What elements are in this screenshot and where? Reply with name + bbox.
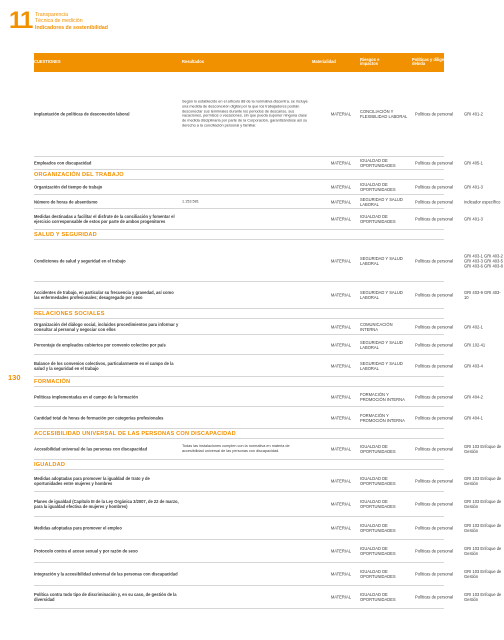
cell-indicator: GRI 103 Enfoque de Gestión: [464, 569, 502, 579]
cell-question: Planes de igualdad (Capítulo III de la Ley Orgánica 3/2007, de 22 de marzo, para la igualdad efectiva de mujeres y hombres): [34, 499, 179, 509]
table-row: [34, 407, 483, 429]
cell-materiality: MATERIAL: [330, 394, 351, 399]
section-heading: [34, 377, 444, 387]
table-row: [34, 209, 483, 230]
cell-result: 1.153.581: [182, 199, 199, 204]
cell-indicator: GRI 402-1: [464, 324, 483, 329]
cell-indicator: GRI 403-4: [464, 363, 483, 368]
cell-policy: Políticas de personal: [415, 501, 454, 507]
col-riesgos: Riesgos e impactos: [360, 56, 380, 67]
table-row: [34, 282, 501, 309]
section-label: ACCESIBILIDAD UNIVERSAL DE LAS PERSONAS CON DISCAPACIDAD: [34, 430, 236, 437]
cell-risk: IGUALDAD DE OPORTUNIDADES: [360, 523, 396, 533]
section-heading: [34, 309, 444, 319]
chapter-number: 11: [9, 7, 33, 34]
cell-policy: Políticas de personal: [415, 184, 454, 190]
cell-question: Organización del tiempo de trabajo: [34, 184, 103, 190]
cell-indicator: GRI 103 Enfoque de Gestión: [464, 444, 502, 454]
cell-indicator: GRI 403-1 GRI 403-2 GRI 403-3 GRI 403-5 GRI 403-6 GRI 403-8: [464, 253, 503, 268]
cell-question: Medidas adoptadas para promover la igualdad de trato y de oportunidades entre mujeres y hombres: [34, 475, 150, 486]
table-row: [34, 387, 483, 407]
cell-question: Accidentes de trabajo, en particular su frecuencia y gravedad, así como las enfermedades profesionales; desagregado por sexo: [34, 290, 174, 300]
cell-indicator: GRI 405-1: [464, 160, 483, 166]
cell-materiality: MATERIAL: [330, 258, 351, 263]
indicators-table: [34, 53, 503, 609]
cell-question: Medidas adoptadas para promover el empleo: [34, 525, 122, 531]
cell-policy: Políticas de personal: [415, 478, 454, 483]
cell-question: Empleados con discapacidad: [34, 160, 92, 166]
table-row: [34, 319, 483, 335]
cell-risk: IGUALDAD DE OPORTUNIDADES: [360, 592, 396, 602]
col-indicadores: Indicadores: [466, 59, 489, 64]
cell-indicator: GRI 401-3: [464, 216, 483, 222]
cell-risk: CONCILIACIÓN Y FLEXIBILIDAD LABORAL: [360, 109, 408, 119]
cell-indicator: GRI 102-41: [464, 342, 486, 347]
cell-policy: Políticas de personal: [415, 594, 454, 600]
cell-question: Medidas destinadas a facilitar el disfrute de la conciliación y fomentar el ejercicio corresponsable de estos por parte de ambos progenitores: [34, 214, 175, 224]
cell-materiality: MATERIAL: [330, 216, 351, 222]
cell-result: Todas las instalaciones cumplen con la normativa en materia de accesibilidad universal de las personas con discapacidad.: [182, 444, 290, 453]
cell-risk: FORMACIÓN Y PROMOCIÓN INTERNA: [360, 412, 405, 423]
cell-materiality: MATERIAL: [330, 363, 351, 368]
cell-policy: Políticas de personal: [415, 394, 454, 399]
cell-risk: IGUALDAD DE OPORTUNIDADES: [360, 569, 396, 579]
cell-question: Número de horas de absentismo: [34, 199, 98, 204]
col-resultados: Resultados: [182, 59, 205, 64]
cell-policy: Políticas de personal: [415, 111, 454, 117]
cell-risk: IGUALDAD DE OPORTUNIDADES: [360, 214, 396, 224]
cell-risk: IGUALDAD DE OPORTUNIDADES: [360, 444, 396, 454]
table-row: [34, 540, 502, 563]
cell-materiality: MATERIAL: [330, 548, 351, 554]
section-label: IGUALDAD: [34, 461, 66, 468]
cell-indicator: GRI 401-3: [464, 184, 483, 190]
cell-risk: SEGURIDAD Y SALUD LABORAL: [360, 196, 403, 207]
section-label: SALUD Y SEGURIDAD: [34, 231, 97, 238]
cell-question: Balance de los convenios colectivos, particularmente en el campo de la salud y la seguridad en el trabajo: [34, 360, 174, 371]
section-heading: [34, 460, 444, 470]
cell-policy: Políticas de personal: [415, 258, 454, 263]
table-row: [34, 335, 486, 355]
cell-risk: SEGURIDAD Y SALUD LABORAL: [360, 290, 403, 300]
cell-risk: SEGURIDAD Y SALUD LABORAL: [360, 339, 403, 350]
cell-policy: Políticas de personal: [415, 525, 454, 531]
cell-policy: Políticas de personal: [415, 342, 454, 347]
cell-indicator: GRI 103 Enfoque de Gestión: [464, 592, 502, 602]
cell-question: Cantidad total de horas de formación por categorías profesionales: [34, 415, 164, 420]
cell-policy: Políticas de personal: [415, 216, 454, 222]
cell-policy: Políticas de personal: [415, 324, 454, 329]
cell-risk: IGUALDAD DE OPORTUNIDADES: [360, 546, 396, 556]
cell-policy: Políticas de personal: [415, 415, 454, 420]
cell-materiality: MATERIAL: [330, 184, 351, 190]
cell-indicator: Indicador específico: [464, 199, 501, 204]
section-heading: [34, 170, 444, 180]
cell-indicator: GRI 103 Enfoque de Gestión: [464, 499, 502, 509]
cell-materiality: MATERIAL: [330, 342, 351, 347]
cell-materiality: MATERIAL: [330, 111, 351, 117]
cell-question: Accesibilidad universal de las personas con discapacidad: [34, 446, 148, 452]
section-title: Técnica de medición: [35, 18, 83, 25]
col-politicas: Políticas y diligencia debida: [412, 56, 453, 67]
table-row: [34, 157, 483, 170]
cell-indicator: GRI 404-1: [464, 415, 483, 420]
cell-materiality: MATERIAL: [330, 446, 351, 452]
table-body: [34, 72, 503, 609]
section-label: RELACIONES SOCIALES: [34, 310, 105, 317]
cell-policy: Políticas de personal: [415, 160, 454, 166]
section-label: FORMACIÓN: [34, 378, 71, 385]
cell-risk: IGUALDAD DE OPORTUNIDADES: [360, 475, 396, 486]
page-number: 130: [8, 373, 21, 382]
cell-materiality: MATERIAL: [330, 525, 351, 531]
table-header: [34, 53, 489, 72]
cell-indicator: GRI 401-2: [464, 111, 483, 117]
subsection-title: Indicadores de sostenibilidad: [35, 24, 108, 31]
cell-question: Porcentaje de empleados cubiertos por convenio colectivo por país: [34, 342, 166, 347]
table-row: [34, 470, 502, 492]
cell-result: Según lo establecido en el artículo 88 de la normativa discentra, se incluye una medida de desconexión digital por la que los trabajadores podrán desconectar sus terminales durante los periodos de descanso, sus vacaciones, permisos o vacaciones, sin que pueda suponer ninguna clase de medida disciplinaria por parte de la Corporación, garantizándose así su derecho a la conciliación personal y familiar.: [182, 99, 308, 128]
cell-policy: Políticas de personal: [415, 292, 454, 298]
cell-question: Política contra todo tipo de discriminación y, en su caso, de gestión de la diversidad: [34, 592, 177, 602]
cell-materiality: MATERIAL: [330, 478, 351, 483]
cell-indicator: GRI 404-2: [464, 394, 483, 399]
cell-risk: IGUALDAD DE OPORTUNIDADES: [360, 182, 396, 192]
cell-question: Integración y la accesibilidad universal de las personas con discapacidad: [34, 571, 178, 577]
cell-policy: Políticas de personal: [415, 199, 454, 204]
table-row: [34, 72, 483, 157]
cell-risk: FORMACIÓN Y PROMOCIÓN INTERNA: [360, 391, 405, 402]
section-label: ORGANIZACIÓN DEL TRABAJO: [34, 171, 124, 178]
cell-materiality: MATERIAL: [330, 324, 351, 329]
cell-risk: IGUALDAD DE OPORTUNIDADES: [360, 499, 396, 509]
col-cuestiones: CUESTIONES: [34, 59, 61, 64]
cell-indicator: GRI 103 Enfoque de Gestión: [464, 523, 502, 533]
cell-risk: COMUNICACIÓN INTERNA: [360, 321, 393, 332]
table-row: [34, 355, 483, 377]
cell-policy: Políticas de personal: [415, 571, 454, 577]
cell-materiality: MATERIAL: [330, 415, 351, 420]
cell-materiality: MATERIAL: [330, 292, 351, 298]
cell-question: Organización del diálogo social, incluidos procedimientos para informar y consultar al personal y negociar con ellos: [34, 321, 179, 332]
cell-risk: IGUALDAD DE OPORTUNIDADES: [360, 158, 396, 168]
cell-indicator: GRI 103 Enfoque de Gestión: [464, 546, 502, 556]
table-row: [34, 586, 502, 609]
cell-question: Implantación de políticas de desconexión laboral: [34, 111, 130, 117]
cell-materiality: MATERIAL: [330, 160, 351, 166]
cell-risk: SEGURIDAD Y SALUD LABORAL: [360, 360, 403, 371]
cell-question: Protocolo contra el acoso sexual y por razón de sexo: [34, 548, 138, 554]
section-heading: [34, 230, 444, 240]
table-row: [34, 517, 502, 540]
cell-policy: Políticas de personal: [415, 446, 454, 452]
table-row: [34, 439, 502, 460]
table-row: [34, 563, 502, 586]
cell-question: Políticas implementadas en el campo de la formación: [34, 394, 138, 399]
cell-indicator: GRI 103 Enfoque de Gestión: [464, 475, 502, 486]
section-heading: [34, 429, 444, 439]
cell-policy: Políticas de personal: [415, 548, 454, 554]
table-row: [34, 195, 501, 209]
table-row: [34, 180, 483, 195]
cell-materiality: MATERIAL: [330, 199, 351, 204]
table-row: [34, 240, 503, 282]
cell-risk: SEGURIDAD Y SALUD LABORAL: [360, 255, 403, 266]
cell-materiality: MATERIAL: [330, 501, 351, 507]
col-materialidad: Materialidad: [312, 59, 336, 64]
table-row: [34, 492, 502, 517]
chapter-title: Transparencia: [35, 12, 68, 18]
cell-materiality: MATERIAL: [330, 594, 351, 600]
cell-materiality: MATERIAL: [330, 571, 351, 577]
cell-indicator: GRI 403-9 GRI 403-10: [464, 290, 501, 300]
cell-question: Condiciones de salud y seguridad en el trabajo: [34, 258, 126, 263]
cell-policy: Políticas de personal: [415, 363, 454, 368]
chapter-titles: [35, 12, 108, 31]
